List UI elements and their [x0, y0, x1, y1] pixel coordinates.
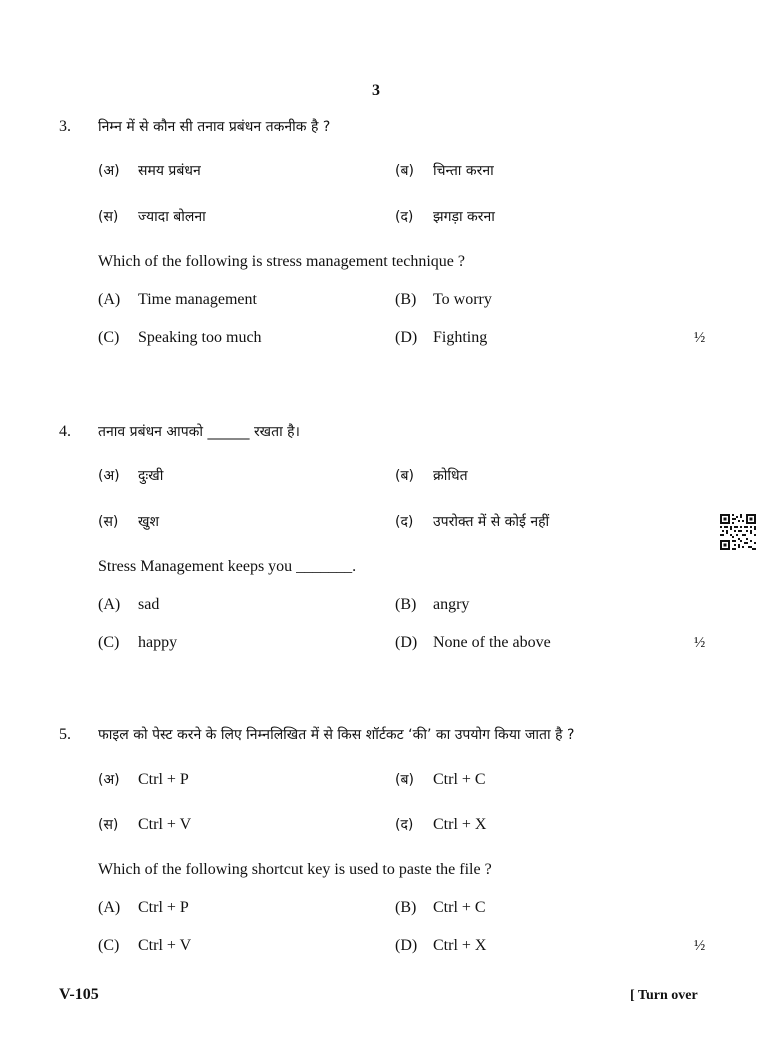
hindi-question-text: तनाव प्रबंधन आपको ______ रखता है।: [98, 424, 300, 440]
option-text: ज्यादा बोलना: [138, 209, 206, 225]
hindi-question-text: निम्न में से कौन सी तनाव प्रबंधन तकनीक है ?: [98, 119, 331, 135]
option-label: (D): [395, 329, 418, 346]
option-label: (द): [395, 514, 414, 530]
option-label: (स): [98, 209, 119, 225]
option-label: (A): [98, 899, 121, 916]
marks: ½: [694, 330, 706, 346]
option-text: Ctrl + V: [138, 937, 192, 954]
option-text: Ctrl + X: [433, 937, 487, 954]
option-text: उपरोक्त में से कोई नहीं: [433, 514, 550, 530]
option-text: खुश: [138, 514, 159, 530]
option-label: (A): [98, 291, 121, 308]
option-text: None of the above: [433, 634, 551, 651]
option-text: Ctrl + C: [433, 771, 486, 788]
option-label: (C): [98, 937, 120, 954]
option-label: (ब): [395, 772, 414, 788]
option-label: (द): [395, 817, 414, 833]
option-label: (B): [395, 596, 417, 613]
option-text: झगड़ा करना: [433, 209, 495, 225]
option-label: (अ): [98, 163, 120, 179]
option-text: Ctrl + P: [138, 771, 189, 788]
option-label: (अ): [98, 772, 120, 788]
option-label: (D): [395, 937, 418, 954]
option-label: (ब): [395, 163, 414, 179]
option-label: (B): [395, 899, 417, 916]
option-label: (ब): [395, 468, 414, 484]
option-text: Time management: [138, 291, 257, 308]
option-text: To worry: [433, 291, 492, 308]
option-text: happy: [138, 634, 178, 651]
hindi-question-text: फाइल को पेस्ट करने के लिए निम्नलिखित में से किस शॉर्टकट ‘की’ का उपयोग किया जाता है ?: [98, 727, 575, 743]
marks: ½: [694, 938, 706, 954]
english-question-text: Which of the following is stress management technique ?: [98, 253, 466, 270]
option-label: (B): [395, 291, 417, 308]
marks: ½: [694, 635, 706, 651]
option-text: Ctrl + V: [138, 816, 192, 833]
paper-code: V-105: [59, 986, 99, 1003]
option-label: (स): [98, 817, 119, 833]
page-number: 3: [372, 82, 380, 99]
english-question-text: Stress Management keeps you _______.: [98, 558, 357, 575]
question-number: 4.: [59, 423, 71, 440]
english-question-text: Which of the following shortcut key is used to paste the file ?: [98, 861, 492, 878]
option-text: Ctrl + P: [138, 899, 189, 916]
option-text: Fighting: [433, 329, 488, 346]
option-label: (अ): [98, 468, 120, 484]
option-label: (D): [395, 634, 418, 651]
option-label: (C): [98, 329, 120, 346]
option-text: क्रोधित: [433, 468, 468, 484]
option-text: Ctrl + X: [433, 816, 487, 833]
option-text: Ctrl + C: [433, 899, 486, 916]
option-label: (स): [98, 514, 119, 530]
question-number: 3.: [59, 118, 71, 135]
option-text: दुःखी: [138, 468, 164, 484]
qr-code-icon: [720, 514, 756, 550]
question-number: 5.: [59, 726, 71, 743]
option-text: sad: [138, 596, 160, 613]
option-text: समय प्रबंधन: [138, 163, 201, 179]
turn-over-note: [ Turn over: [630, 988, 698, 1003]
option-label: (द): [395, 209, 414, 225]
option-label: (A): [98, 596, 121, 613]
option-text: चिन्ता करना: [433, 163, 494, 179]
option-text: angry: [433, 596, 470, 613]
option-text: Speaking too much: [138, 329, 262, 346]
option-label: (C): [98, 634, 120, 651]
